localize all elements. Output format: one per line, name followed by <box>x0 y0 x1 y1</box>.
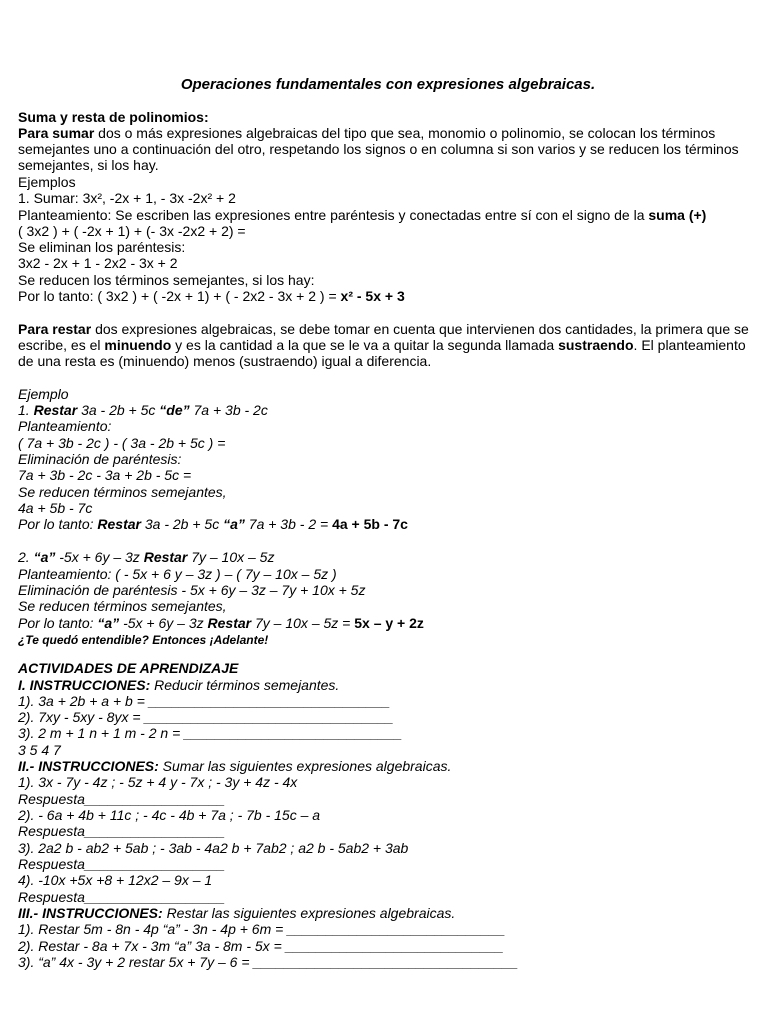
section-iii-line <box>18 905 455 921</box>
e1-line-4: Se reducen términos semejantes, <box>18 484 227 500</box>
e1-line-5: 4a + 5b - 7c <box>18 500 93 516</box>
sustraendo-word: sustraendo <box>558 337 634 353</box>
suma-result-line <box>18 288 405 304</box>
suma-result: x² - 5x + 3 <box>340 288 405 304</box>
section-ii-line <box>18 758 451 774</box>
e2-a-word: “a” <box>33 549 56 565</box>
e2-num: 2. <box>18 549 30 565</box>
adelante-note: ¿Te quedó entendible? Entonces ¡Adelante! <box>18 633 269 647</box>
suma-expression-2: 3x2 - 2x + 1 - 2x2 - 3x + 2 <box>18 255 178 271</box>
minuendo-word: minuendo <box>104 337 172 353</box>
e2-restar2: Restar <box>207 615 252 631</box>
e1-line-2: Eliminación de paréntesis: <box>18 451 182 467</box>
e1-a: 3a - 2b + 5c <box>81 402 156 418</box>
e2-plt: Por lo tanto: <box>18 615 94 631</box>
ii-item-6: 4). -10x +5x +8 + 12x2 – 9x – 1 <box>18 872 213 888</box>
ii-item-4: 3). 2a2 b - ab2 + 5ab ; - 3ab - 4a2 b + 7ab2 ; a2 b - 5ab2 + 3ab <box>18 840 409 856</box>
i-label: I. INSTRUCCIONES: <box>18 677 151 693</box>
suma-por-lo-tanto: Por lo tanto: ( 3x2 ) + ( -2x + 1) + ( - 2x2 - 3x + 2 ) = <box>18 288 337 304</box>
actividades-heading: ACTIVIDADES DE APRENDIZAJE <box>18 660 239 676</box>
resta-example-1 <box>18 402 268 418</box>
suma-expression-1: ( 3x2 ) + ( -2x + 1) + (- 3x -2x2 + 2) = <box>18 223 246 239</box>
ii-item-2: 2). - 6a + 4b + 11c ; - 4c - 4b + 7a ; - 7b - 15c – a <box>18 807 321 823</box>
i-item-3: 3). 2 m + 1 n + 1 m - 2 n = ____________________________ <box>18 725 403 741</box>
e2-a-word2: “a” <box>97 615 120 631</box>
e1-c: 3a - 2b + 5c <box>144 516 220 532</box>
resta-example-2 <box>18 549 274 565</box>
resta-text-a: dos expresiones algebraicas, se debe tomar en cuenta que intervienen dos cantidades, la primera que se escribe, es el <box>18 321 749 353</box>
iii-item-2: 3). “a” 4x - 3y + 2 restar 5x + 7y – 6 = __________________________________ <box>18 954 519 970</box>
e1-restar: Restar <box>33 402 78 418</box>
iii-label: III.- INSTRUCCIONES: <box>18 905 163 921</box>
iii-item-1: 2). Restar - 8a + 7x - 3m “a” 3a - 8m - 5x = ____________________________ <box>18 938 504 954</box>
ii-item-1: Respuesta__________________ <box>18 791 226 807</box>
ii-item-7: Respuesta__________________ <box>18 889 226 905</box>
paragraph-para-restar <box>18 321 753 369</box>
e1-num: 1. <box>18 402 30 418</box>
e1-a-word: “a” <box>223 516 245 532</box>
e1-de: “de” <box>159 402 190 418</box>
e2-result: 5x – y + 2z <box>354 615 424 631</box>
e1-d: 7a + 3b - 2 = <box>248 516 329 532</box>
ejemplos-label: Ejemplos <box>18 174 76 190</box>
section-i-line <box>18 677 339 693</box>
e1-line-0: Planteamiento: <box>18 418 112 434</box>
e2-result-line <box>18 615 424 631</box>
e2-b: 7y – 10x – 5z <box>191 549 275 565</box>
ii-label: II.- INSTRUCCIONES: <box>18 758 159 774</box>
e1-result-line <box>18 516 408 532</box>
e1-restar2: Restar <box>97 516 141 532</box>
e1-result: 4a + 5b - 7c <box>332 516 408 532</box>
e2-a: -5x + 6y – 3z <box>59 549 140 565</box>
e1-line-1: ( 7a + 3b - 2c ) - ( 3a - 2b + 5c ) = <box>18 435 226 451</box>
e2-line-1: Eliminación de paréntesis - 5x + 6y – 3z – 7y + 10x + 5z <box>18 582 366 598</box>
planteamiento-line <box>18 207 706 223</box>
para-sumar-text: dos o más expresiones algebraicas del tipo que sea, monomio o polinomio, se colocan los términos semejantes uno a continuación del otro, respetando los signos o en columna si son varios y se reducen los términos semejantes, si los hay. <box>18 125 739 173</box>
i-item-1: 1). 3a + 2b + a + b = _______________________________ <box>18 693 391 709</box>
e2-c: -5x + 6y – 3z <box>123 615 204 631</box>
e2-line-0: Planteamiento: ( - 5x + 6 y – 3z ) – ( 7y – 10x – 5z ) <box>18 566 337 582</box>
e2-restar: Restar <box>143 549 188 565</box>
ii-text: Sumar las siguientes expresiones algebraicas. <box>162 758 452 774</box>
ii-item-0: 1). 3x - 7y - 4z ; - 5z + 4 y - 7x ; - 3y + 4z - 4x <box>18 774 298 790</box>
i-item-2: 2). 7xy - 5xy - 8yx = ________________________________ <box>18 709 394 725</box>
eliminan-label: Se eliminan los paréntesis: <box>18 239 186 255</box>
page-title: Operaciones fundamentales con expresiones algebraicas. <box>180 76 596 93</box>
i-numbers: 3 5 4 7 <box>18 742 61 758</box>
ii-item-5: Respuesta__________________ <box>18 856 226 872</box>
resta-text-b: y es la cantidad a la que se le va a quitar la segunda llamada <box>175 337 555 353</box>
e1-plt: Por lo tanto: <box>18 516 94 532</box>
paragraph-para-sumar <box>18 125 753 173</box>
iii-text: Restar las siguientes expresiones algebraicas. <box>166 905 456 921</box>
e2-line-2: Se reducen términos semejantes, <box>18 598 227 614</box>
iii-item-0: 1). Restar 5m - 8n - 4p “a” - 3n - 4p + 6m = ____________________________ <box>18 921 506 937</box>
e2-d: 7y – 10x – 5z = <box>255 615 351 631</box>
planteamiento-text: Planteamiento: Se escriben las expresiones entre paréntesis y conectadas entre sí con el signo de la <box>18 207 645 223</box>
bold-para-sumar: Para sumar <box>18 125 95 141</box>
ejemplo-label: Ejemplo <box>18 386 69 402</box>
e1-b: 7a + 3b - 2c <box>193 402 268 418</box>
e1-line-3: 7a + 3b - 2c - 3a + 2b - 5c = <box>18 467 192 483</box>
reducen-label: Se reducen los términos semejantes, si los hay: <box>18 272 315 288</box>
bold-para-restar: Para restar <box>18 321 92 337</box>
ejemplo-suma-1: 1. Sumar: 3x², -2x + 1, - 3x -2x² + 2 <box>18 190 236 206</box>
suma-sign: suma (+) <box>648 207 707 223</box>
i-text: Reducir términos semejantes. <box>154 677 340 693</box>
ii-item-3: Respuesta__________________ <box>18 823 226 839</box>
section-heading-suma: Suma y resta de polinomios: <box>18 109 209 125</box>
resta-text-c: . El planteamiento de una resta es (minuendo) menos (sustraendo) igual a diferencia. <box>18 337 746 369</box>
